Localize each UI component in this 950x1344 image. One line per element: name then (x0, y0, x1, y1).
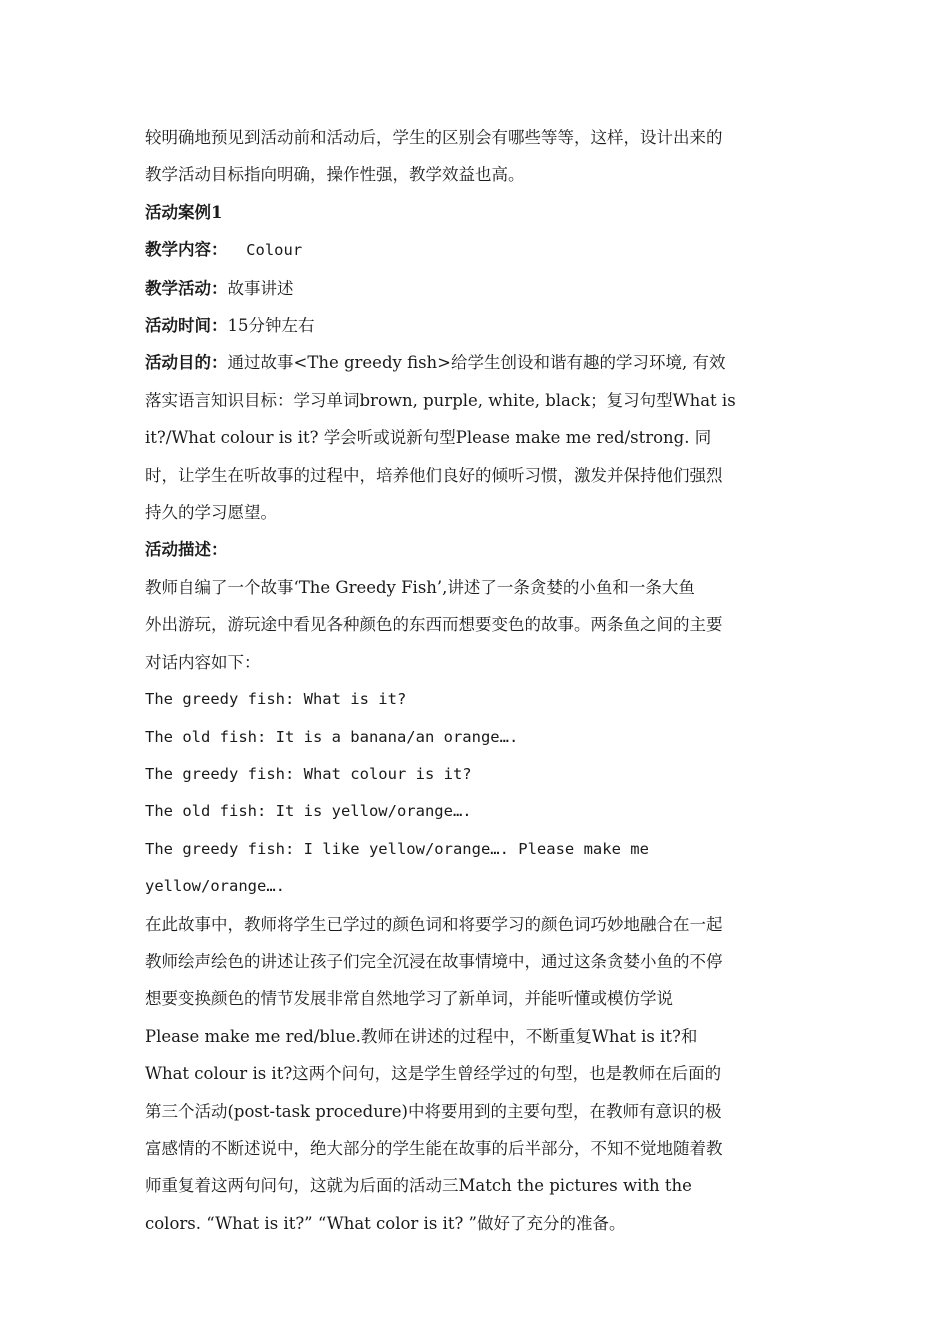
content-value: Colour (227, 241, 303, 260)
content-row (145, 231, 813, 269)
dialogue-line: The greedy fish: What colour is it? (145, 764, 472, 783)
purpose-row (145, 344, 813, 381)
activity-row (145, 270, 813, 307)
analysis-line: colors. “What is it?” “What color is it? ”做好了充分的准备。 (145, 1213, 626, 1233)
dialogue-line: yellow/orange…. (145, 877, 285, 896)
analysis-line: 在此故事中，教师将学生已学过的颜色词和将要学习的颜色词巧妙地融合在一起 (145, 914, 723, 934)
purpose-line: 持久的学习愿望。 (145, 503, 277, 523)
purpose-line: 时，让学生在听故事的过程中，培养他们良好的倾听习惯，激发并保持他们强烈 (145, 465, 723, 485)
body-line: 教学活动目标指向明确，操作性强，教学效益也高。 (145, 165, 525, 185)
description-label: 活动描述： (145, 540, 228, 560)
time-row (145, 307, 813, 344)
analysis-line: Please make me red/blue.教师在讲述的过程中，不断重复What is it?和 (145, 1026, 698, 1046)
purpose-label: 活动目的： (145, 353, 228, 373)
dialogue-line: The greedy fish: What is it? (145, 690, 407, 709)
content-label: 教学内容： (145, 240, 228, 260)
activity-value: 故事讲述 (227, 278, 294, 298)
time-label: 活动时间： (145, 316, 228, 336)
body-line: 较明确地预见到活动前和活动后，学生的区别会有哪些等等，这样，设计出来的 (145, 128, 723, 147)
purpose-line: 落实语言知识目标：学习单词brown, purple, white, black；复习句型What is (145, 390, 736, 410)
activity-label: 教学活动： (145, 278, 228, 298)
dialogue-line: The old fish: It is a banana/an orange…. (145, 727, 519, 746)
analysis-line: 第三个活动(post-task procedure)中将要用到的主要句型，在教师有意识的极 (145, 1101, 722, 1121)
analysis-line: 想要变换颜色的情节发展非常自然地学习了新单词，并能听懂或模仿学说 (145, 989, 673, 1009)
document-body (145, 119, 813, 1242)
dialogue-line: The old fish: It is yellow/orange…. (145, 802, 472, 821)
dialogue-line: The greedy fish: I like yellow/orange…. Please make me (145, 839, 649, 858)
analysis-line: What colour is it?这两个问句，这是学生曾经学过的句型，也是教师在后面的 (145, 1064, 722, 1084)
case-title: 活动案例1 (145, 202, 223, 222)
description-line: 教师自编了一个故事‘The Greedy Fish’,讲述了一条贪婪的小鱼和一条大鱼 (145, 577, 695, 597)
description-line: 对话内容如下： (145, 652, 261, 672)
purpose-line: 通过故事<The greedy fish>给学生创设和谐有趣的学习环境, 有效 (227, 353, 726, 373)
analysis-line: 教师绘声绘色的讲述让孩子们完全沉浸在故事情境中，通过这条贪婪小鱼的不停 (145, 951, 723, 971)
purpose-line: it?/What colour is it? 学会听或说新句型Please make me red/strong. 同 (145, 428, 712, 448)
description-line: 外出游玩，游玩途中看见各种颜色的东西而想要变色的故事。两条鱼之间的主要 (145, 615, 723, 635)
analysis-line: 富感情的不断述说中，绝大部分的学生能在故事的后半部分，不知不觉地随着教 (145, 1138, 723, 1158)
analysis-line: 师重复着这两句问句，这就为后面的活动三Match the pictures with the (145, 1176, 692, 1196)
time-value: 15分钟左右 (227, 316, 315, 336)
